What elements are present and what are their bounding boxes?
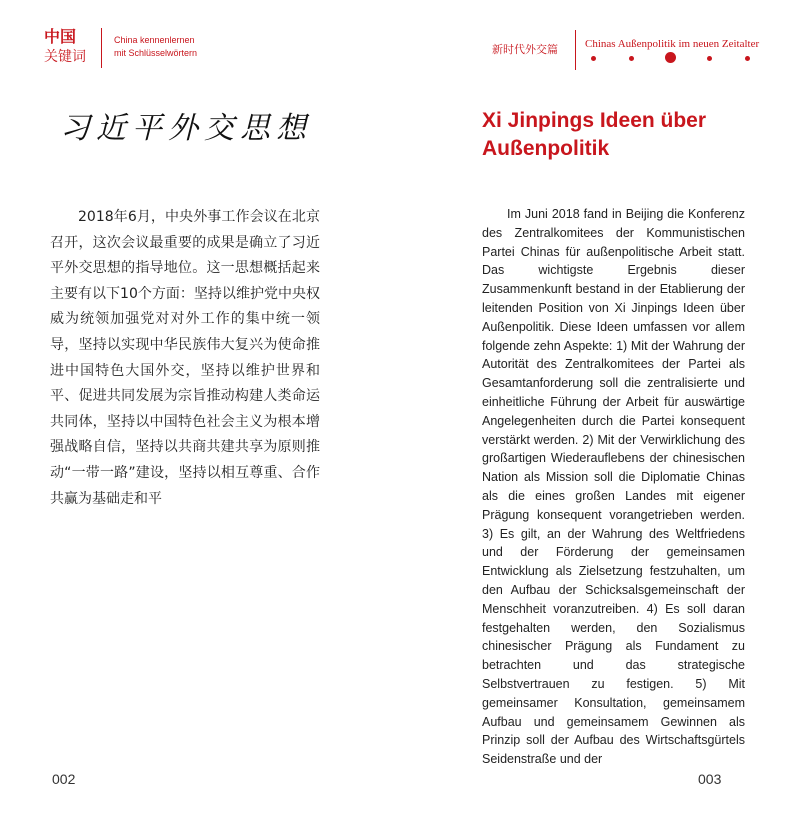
series-title-de: Chinas Außenpolitik im neuen Zeitalter <box>585 38 760 50</box>
brand-subtitle: 关键词 <box>44 49 86 65</box>
series-title-zh: 新时代外交篇 <box>492 43 558 56</box>
page-number-right: 003 <box>698 771 722 787</box>
progress-dot <box>591 56 596 61</box>
progress-dot <box>745 56 750 61</box>
page-number-left: 002 <box>52 771 76 787</box>
brand-divider <box>101 28 102 68</box>
progress-dot <box>629 56 634 61</box>
brand-en-line1: China kennenlernen <box>114 35 195 45</box>
progress-dot-current <box>665 52 676 63</box>
chapter-title-zh: 习近平外交思想 <box>60 111 312 146</box>
chapter-title-de: Xi Jinpings Ideen über Außenpolitik <box>482 109 707 160</box>
brand-title: 中国 <box>44 27 77 46</box>
body-text-zh: 2018年6月，中央外事工作会议在北京召开，这次会议最重要的成果是确立了习近平外交思想的指导地位。这一思想概括起来主要有以下10个方面：坚持以维护党中央权威为统领加强党对对外工作的集中统一领导，坚持以实现中华民族伟大复兴为使命推进中国特色大国外交，坚持以维护世界和平、促进共同发展为宗旨推动构建人类命运共同体，坚持以中国特色社会主义为根本增强战略自信，坚持以共商共建共享为原则推动“一带一路”建设，坚持以相互尊重、合作共赢为基础走和平 <box>50 209 320 507</box>
chapter-progress-dots <box>585 52 755 66</box>
series-divider <box>575 30 576 70</box>
progress-dot <box>707 56 712 61</box>
right-page <box>395 0 790 832</box>
body-text-de: Im Juni 2018 fand in Beijing die Konferenz des Zentralkomitees der Kommunistischen Partei Chinas für außenpolitische Arbeit statt. Das wichtigste Ergebnis dieser Zusammenkunft bestand in der Etablierung der leitenden Position von Xi Jinpings Ideen über Außenpolitik. Diese Ideen umfassen vor allem folgende zehn Aspekte: 1) Mit der Wahrung der Autorität des Zentralkomitees der Partei als Gesamtanforderung soll die zentralisierte und einheitliche Führung der Arbeit für auswärtige Angelegenheiten durch die Partei konsequent verstärkt werden. 2) Mit der Verwirklichung des großartigen Wiederauflebens der chinesischen Nation als Mission soll die Diplomatie Chinas als die eines großen Landes mit eigener Prägung konsequent vorangetrieben werden. 3) Es gilt, an der Wahrung des Weltfriedens und der Förderung der gemeinsamen Entwicklung als Zielsetzung festzuhalten, um den Aufbau der Schicksalsgemeinschaft der Menschheit voranzutreiben. 4) Es soll daran festgehalten werden, den Sozialismus chinesischer Prägung als Fundament zu betrachten und das strategische Selbstvertrauen zu festigen. 5) Mit gemeinsamer Konsultation, gemeinsamem Aufbau und gemeinsamem Gewinnen als Prinzip soll der Aufbau des Wirtschaftsgürtels Seidenstraße und der <box>482 207 745 767</box>
brand-en-line2: mit Schlüsselwörtern <box>114 48 198 58</box>
